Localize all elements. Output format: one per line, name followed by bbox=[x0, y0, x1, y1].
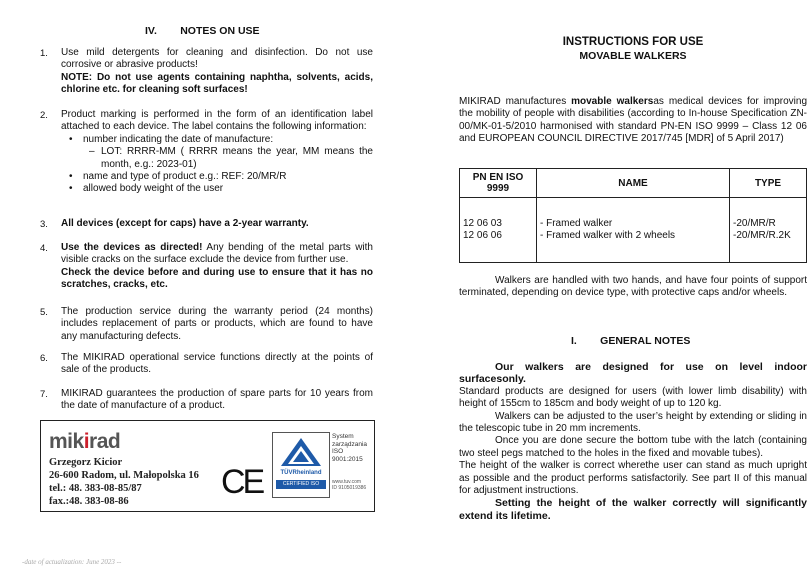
item-number: 6. bbox=[40, 353, 48, 364]
notes-item-4 bbox=[61, 242, 373, 292]
tuv-brand: TÜVRheinland bbox=[280, 470, 322, 476]
names-cell: - Framed walker - Framed walker with 2 wheels bbox=[537, 198, 730, 263]
company-info-box bbox=[40, 420, 375, 512]
item-number: 4. bbox=[40, 243, 48, 254]
instructions-subtitle: MOVABLE WALKERS bbox=[579, 50, 687, 62]
gn-paragraph: Walkers can be adjusted to the user’s height by extending or sliding in the telescopic tube in 20 mm increments. bbox=[459, 410, 807, 435]
bullet-icon: • bbox=[69, 171, 73, 183]
table-header-row bbox=[460, 169, 807, 198]
notes-item-1 bbox=[61, 47, 373, 97]
column-header-standard: PN EN ISO 9999 bbox=[460, 169, 537, 198]
actualization-date: -date of actualization: June 2023 -- bbox=[22, 558, 122, 566]
item-text: Product marking is performed in the form of an identification label attached to each device. The label contains the following information: bbox=[61, 109, 373, 133]
company-fax: fax.:48. 383-08-86 bbox=[49, 496, 129, 507]
intro-paragraph: MIKIRAD manufactures movable walkersas medical devices for improving the mobility of people with disabilities (according to In-house Specification ZN-00/MK-01-5/2010 harmonised with standard PN-EN ISO 9999 – Class 12 06 and EUROPEAN COUNCIL DIRECTIVE 2017/745 [MDR] of 5 April 2017) bbox=[459, 96, 808, 145]
bullet-text: allowed body weight of the user bbox=[83, 183, 224, 195]
item-number: 2. bbox=[40, 110, 48, 121]
bullet-text: name and type of product e.g.: REF: 20/MR/R bbox=[83, 171, 287, 183]
bullet-icon: • bbox=[69, 183, 73, 195]
mikirad-logo: mikirad bbox=[49, 430, 121, 453]
notes-item-6: The MIKIRAD operational service functions directly at the points of sale of the products. bbox=[61, 352, 373, 376]
notes-on-use-heading: IV. NOTES ON USE bbox=[145, 25, 260, 37]
tuv-id-text: www.tuv.com ID 9105019386 bbox=[332, 479, 367, 491]
list-item bbox=[61, 146, 373, 171]
column-header-name: NAME bbox=[537, 169, 730, 198]
list-item bbox=[61, 171, 373, 183]
codes-cell: 12 06 03 12 06 06 bbox=[460, 198, 537, 263]
item-text: Any bending of the metal parts with visible cracks on the surface exclude the device from further use. bbox=[61, 242, 373, 266]
notes-item-7: MIKIRAD guarantees the production of spare parts for 10 years from the date of manufacture of a product. bbox=[61, 388, 373, 412]
walkers-paragraph: Walkers are handled with two hands, and have four points of support terminated, depending on device type, with protective caps and/or wheels. bbox=[459, 275, 807, 299]
list-item bbox=[61, 134, 373, 146]
general-notes-heading: I. GENERAL NOTES bbox=[571, 335, 691, 347]
sub-text: LOT: RRRR-MM ( RRRR means the year, MM means the month, e.g.: 2023-01) bbox=[101, 146, 373, 170]
table-row bbox=[460, 198, 807, 263]
bullet-icon: • bbox=[69, 133, 73, 145]
item-text: Use mild detergents for cleaning and disinfection. Do not use corrosive or abrasive products! bbox=[61, 47, 373, 71]
notes-item-3: All devices (except for caps) have a 2-year warranty. bbox=[61, 218, 309, 229]
item-number: 3. bbox=[40, 219, 48, 230]
ce-mark-icon: CE bbox=[221, 463, 263, 501]
dash-icon: – bbox=[89, 146, 95, 158]
tuv-triangle-icon bbox=[273, 435, 329, 469]
owner-name: Grzegorz Kicior bbox=[49, 457, 123, 468]
instructions-title: INSTRUCTIONS FOR USE bbox=[562, 36, 704, 48]
gn-paragraph: Once you are done secure the bottom tube with the latch (containing two steel pegs matched to the holes in the fixed and movable tubes). bbox=[459, 435, 807, 459]
company-phone: tel.: 48. 383-08-85/87 bbox=[49, 483, 142, 494]
gn-bold-2: Setting the height of the walker correctly will significantly extend its lifetime. bbox=[459, 497, 807, 522]
general-notes-body bbox=[459, 361, 807, 522]
tuv-label: CERTIFIED ISO bbox=[276, 480, 326, 489]
list-item bbox=[61, 183, 373, 195]
column-header-type: TYPE bbox=[730, 169, 807, 198]
item-note: Check the device before and during use to ensure that it has no scratches, cracks, etc. bbox=[61, 266, 373, 291]
bullet-text: number indicating the date of manufacture: bbox=[83, 133, 274, 145]
tuv-certificate-badge bbox=[272, 432, 330, 498]
notes-item-2 bbox=[61, 109, 373, 196]
notes-item-5: The production service during the warranty period (24 months) includes replacement of parts or products, which are found to have any manufacturing defects. bbox=[61, 306, 373, 342]
gn-bold-1: Our walkers are designed for use on level indoor surfacesonly. bbox=[459, 361, 807, 386]
gn-paragraph: The height of the walker is correct wherethe user can stand as much upright as possible and the product performs satisfactorily. See part II of this manual for adjustment instructions. bbox=[459, 460, 807, 497]
types-cell: -20/MR/R -20/MR/R.2K bbox=[730, 198, 807, 263]
item-number: 5. bbox=[40, 307, 48, 318]
item-number: 1. bbox=[40, 48, 48, 59]
certificate-text: System zarządzania ISO 9001:2015 bbox=[332, 433, 368, 463]
product-table bbox=[459, 168, 807, 263]
item-note: NOTE: Do not use agents containing naphtha, solvents, acids, chlorine etc. for cleaning soft surfaces! bbox=[61, 71, 373, 96]
gn-paragraph: Standard products are designed for users (with lower limb disability) with height of 155cm to 185cm and body weight of up to 120 kg. bbox=[459, 385, 807, 410]
item-bold-lead: Use the devices as directed! bbox=[61, 242, 203, 253]
company-address: 26-600 Radom, ul. Małopolska 16 bbox=[49, 470, 199, 481]
item-number: 7. bbox=[40, 389, 48, 400]
